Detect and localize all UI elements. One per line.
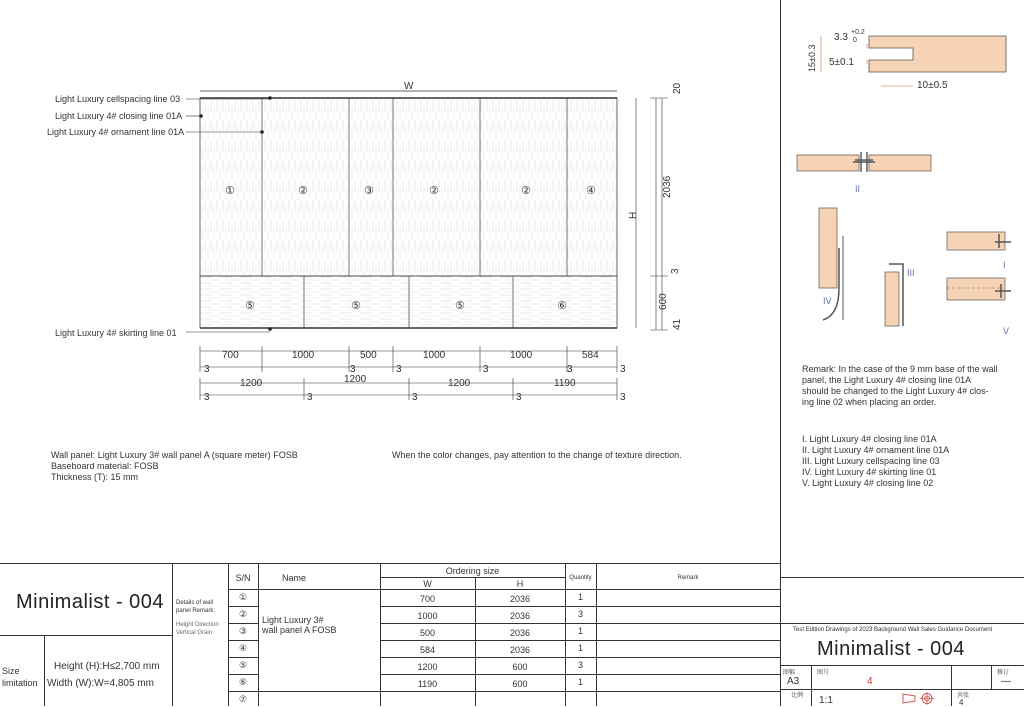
panel-mark: ② bbox=[429, 185, 439, 197]
dim-gap: 3 bbox=[620, 392, 626, 403]
dim-gap: 3 bbox=[350, 364, 356, 375]
remark-block bbox=[802, 364, 998, 408]
size-label: Size limitation bbox=[2, 666, 38, 688]
panel-mark: ① bbox=[225, 185, 235, 197]
roman-v: V bbox=[1003, 326, 1010, 336]
upper-panel-area bbox=[200, 98, 617, 276]
rev-value: — bbox=[1001, 676, 1011, 687]
dim-width: 1200 bbox=[240, 378, 263, 389]
material-line: Wall panel: Light Luxury 3# wall panel A (square meter) FOSB bbox=[51, 450, 298, 460]
dim-gap: 3 bbox=[204, 364, 210, 375]
dim-width: 1200 bbox=[448, 378, 471, 389]
part-name: Light Luxury 3# wall panel A FOSB bbox=[262, 615, 337, 635]
parts-table: Minimalist - 004 Details of wall panel Remark: Height Direction Vertical Grain Size limitation Height (H):H≤2,700 mm Width (W):W=4,805 mm S/N Name Ordering size W H Quantity Remark Light Luxury 3# wall panel A FOSB ① 700 2036 1 ② 1000 2036 3 ③ 500 2036 1 ④ 584 2036 1 ⑤ 1200 600 3 ⑥ 1190 600 1 ⑦ bbox=[0, 563, 780, 706]
panel-mark: ② bbox=[298, 185, 308, 197]
legend-item: III. Light Luxury cellspacing line 03 bbox=[802, 456, 940, 466]
materials-notes bbox=[51, 450, 298, 483]
dim-width: 1000 bbox=[292, 350, 315, 361]
material-line: Thickness (T): 15 mm bbox=[51, 472, 139, 482]
remark-line: should be changed to the Light Luxury 4# clos- bbox=[802, 386, 989, 396]
total-value: 4 bbox=[959, 698, 964, 707]
panel-mark: ⑥ bbox=[557, 300, 567, 312]
sheet-label: 图号 bbox=[817, 670, 830, 676]
roman-iii: III bbox=[907, 268, 915, 278]
material-line: Baseboard material: FOSB bbox=[51, 461, 159, 471]
details-label: Details of wall panel Remark: bbox=[176, 600, 216, 614]
col-qty: Quantity bbox=[569, 575, 592, 581]
remark-line: Remark: In the case of the 9 mm base of the wall bbox=[802, 364, 998, 374]
table-title: Minimalist - 004 bbox=[16, 591, 165, 613]
color-note: When the color changes, pay attention to the change of texture direction. bbox=[392, 450, 682, 460]
detail-slot-tol-low: 0 bbox=[853, 37, 857, 44]
sheet-value: 4 bbox=[867, 676, 873, 687]
dim-width: 500 bbox=[360, 350, 377, 361]
legend-item: IV. Light Luxury 4# skirting line 01 bbox=[802, 467, 937, 477]
titleblock-title: Minimalist - 004 bbox=[817, 638, 966, 660]
remark-line: panel, the Light Luxury 4# closing line 01A bbox=[802, 375, 972, 385]
dim-gap: 3 bbox=[396, 364, 402, 375]
dim-width: 700 bbox=[222, 350, 239, 361]
dim-w-label: W bbox=[404, 81, 414, 92]
dim-total: 1200 bbox=[344, 374, 367, 385]
dim-bottom-label: 41 bbox=[672, 318, 683, 330]
callout-skirting: Light Luxury 4# skirting line 01 bbox=[55, 328, 177, 338]
dim-gap-label: 3 bbox=[670, 268, 681, 274]
dim-width: 1190 bbox=[554, 378, 576, 389]
roman-iv: IV bbox=[823, 296, 832, 306]
dim-gap: 3 bbox=[567, 364, 573, 375]
col-remark: Remark bbox=[677, 575, 699, 581]
detail-depth: 5±0.1 bbox=[829, 57, 854, 68]
profile-detail-drawing bbox=[781, 0, 1024, 345]
legend-item: V. Light Luxury 4# closing line 02 bbox=[802, 478, 934, 488]
lower-panel-area bbox=[200, 276, 617, 328]
col-sn: S/N bbox=[235, 573, 251, 583]
detail-height: 15±0.3 bbox=[807, 44, 817, 72]
format-label: 图幅 bbox=[783, 670, 796, 676]
dim-gap: 3 bbox=[307, 392, 313, 403]
col-ordering: Ordering size bbox=[445, 566, 500, 576]
detail-slot-tol-up: +0.2 bbox=[851, 29, 865, 36]
col-h: H bbox=[516, 579, 524, 589]
detail-length: 10±0.5 bbox=[917, 80, 948, 91]
projection-symbol-icon bbox=[901, 691, 941, 705]
legend-item: I. Light Luxury 4# closing line 01A bbox=[802, 434, 937, 444]
scale-value: 1:1 bbox=[819, 695, 833, 706]
dim-gap: 3 bbox=[483, 364, 489, 375]
width-limit: Width (W):W=4,805 mm bbox=[47, 678, 154, 689]
panel-mark: ③ bbox=[364, 185, 374, 197]
direction-note: Height Direction Vertical Grain bbox=[176, 622, 219, 636]
total-label: 共张 bbox=[957, 693, 970, 699]
panel-mark: ⑤ bbox=[455, 300, 465, 312]
roman-i: I bbox=[1003, 260, 1006, 270]
titleblock-subtitle: Test Edition Drawings of 2023 Background Wall Sales Guidance Document bbox=[793, 627, 993, 633]
detail-slot: 3.3 bbox=[834, 32, 848, 43]
dim-h-label: H bbox=[628, 211, 639, 219]
panel-mark: ② bbox=[521, 185, 531, 197]
callout-closing: Light Luxury 4# closing line 01A bbox=[55, 111, 183, 121]
dim-width: 584 bbox=[582, 350, 599, 361]
legend-item: II. Light Luxury 4# ornament line 01A bbox=[802, 445, 950, 455]
rev-label: 修订 bbox=[997, 670, 1010, 676]
col-name: Name bbox=[281, 573, 306, 583]
wall-elevation-drawing bbox=[0, 0, 780, 440]
col-w: W bbox=[423, 579, 432, 589]
dim-gap: 3 bbox=[516, 392, 522, 403]
dim-skirt-label: 600 bbox=[658, 293, 669, 310]
title-block bbox=[781, 577, 1024, 706]
dim-top-label: 20 bbox=[672, 82, 683, 94]
panel-mark: ⑤ bbox=[351, 300, 361, 312]
dim-gap: 3 bbox=[412, 392, 418, 403]
remark-line: ing line 02 when placing an order. bbox=[802, 397, 937, 407]
dim-gap: 3 bbox=[204, 392, 210, 403]
format-value: A3 bbox=[787, 676, 800, 687]
callout-ornament: Light Luxury 4# ornament line 01A bbox=[47, 127, 185, 137]
profile-legend bbox=[802, 434, 949, 489]
dim-panel-label: 2036 bbox=[662, 175, 673, 198]
dim-width: 1000 bbox=[423, 350, 446, 361]
scale-label: 比例 bbox=[791, 693, 804, 699]
dim-gap: 3 bbox=[620, 364, 626, 375]
height-limit: Height (H):H≤2,700 mm bbox=[54, 661, 160, 672]
callout-cellspacing: Light Luxury cellspacing line 03 bbox=[55, 94, 181, 104]
panel-mark: ⑤ bbox=[245, 300, 255, 312]
panel-mark: ④ bbox=[586, 185, 596, 197]
roman-ii: II bbox=[855, 184, 861, 194]
dim-width: 1000 bbox=[510, 350, 533, 361]
